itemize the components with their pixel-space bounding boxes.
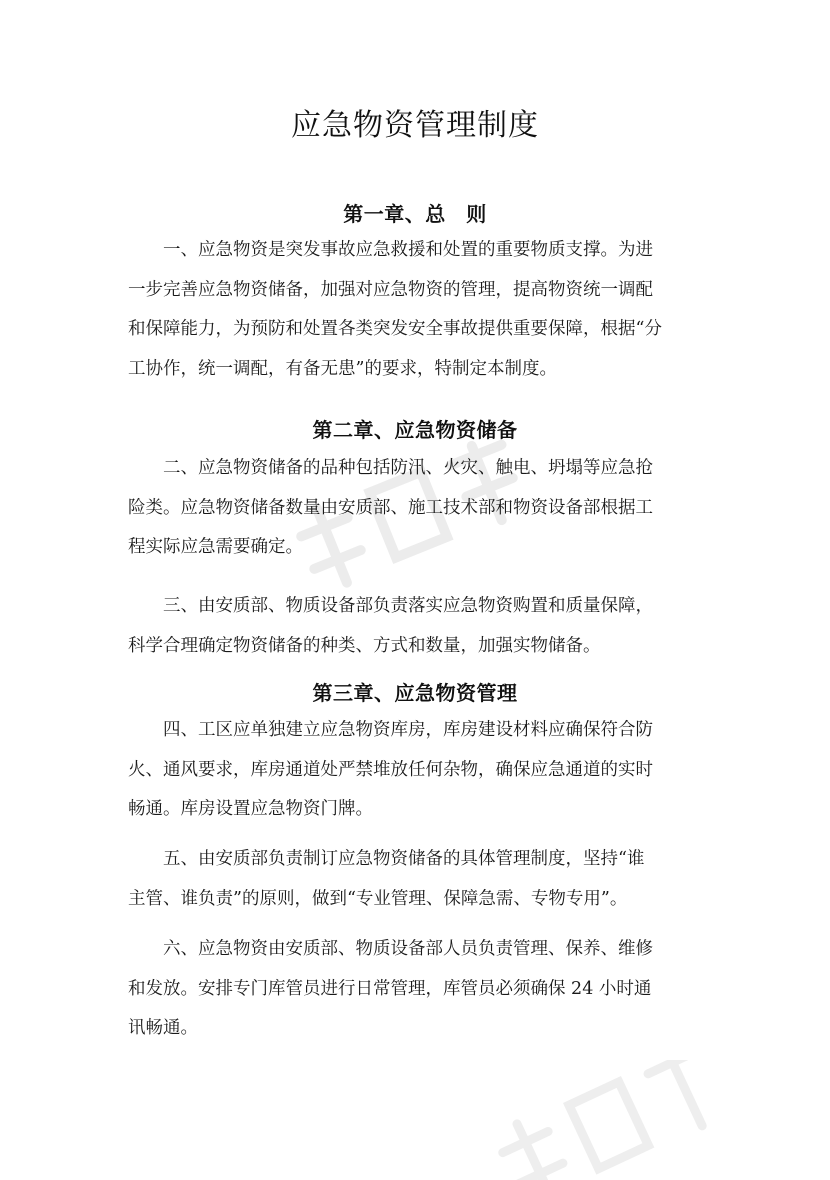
paragraph-6 xyxy=(128,930,718,1049)
paragraph-line: 程实际应急需要确定。 xyxy=(128,537,303,557)
paragraph-3 xyxy=(128,587,718,666)
document-title: 应急物资管理制度 xyxy=(291,108,539,143)
paragraph-line: 四、工区应单独建立应急物资库房，库房建设材料应确保符合防 xyxy=(163,720,653,740)
paragraph-line: 主管、谁负责”的原则，做到“专业管理、保障急需、专物专用”。 xyxy=(128,888,628,909)
paragraph-1 xyxy=(128,231,718,389)
paragraph-line: 科学合理确定物资储备的种类、方式和数量，加强实物储备。 xyxy=(128,635,601,656)
paragraph-line: 讯畅通。 xyxy=(128,1018,198,1038)
paragraph-line: 畅通。库房设置应急物资门牌。 xyxy=(128,799,373,819)
paragraph-4 xyxy=(128,711,718,830)
paragraph-line: 一、应急物资是突发事故应急救援和处置的重要物质支撑。为进 xyxy=(163,240,653,260)
paragraph-line: 六、应急物资由安质部、物质设备部人员负责管理、保养、维修 xyxy=(163,939,653,959)
paragraph-line: 三、由安质部、物质设备部负责落实应急物资购置和质量保障， xyxy=(163,596,653,616)
paragraph-line: 工协作，统一调配，有备无患”的要求，特制定本制度。 xyxy=(128,358,557,379)
paragraph-line: 一步完善应急物资储备，加强对应急物资的管理，提高物资统一调配 xyxy=(128,279,653,300)
paragraph-line: 火、通风要求，库房通道处严禁堆放任何杂物，确保应急通道的实时 xyxy=(128,759,653,780)
chapter-heading-3: 第三章、应急物资管理 xyxy=(312,681,518,705)
paragraph-line: 五、由安质部负责制订应急物资储备的具体管理制度，坚持“谁 xyxy=(163,849,645,869)
paragraph-2 xyxy=(128,449,718,568)
paragraph-line: 和保障能力，为预防和处置各类突发安全事故提供重要保障，根据“分 xyxy=(128,319,662,339)
paragraph-5 xyxy=(128,840,718,919)
watermark-graphic-bottom xyxy=(470,1060,770,1180)
paragraph-line: 险类。应急物资储备数量由安质部、施工技术部和物资设备部根据工 xyxy=(128,497,653,518)
paragraph-line: 和发放。安排专门库管员进行日常管理，库管员必须确保 24 小时通 xyxy=(128,978,652,999)
chapter-heading-1: 第一章、总 则 xyxy=(343,202,487,226)
paragraph-line: 二、应急物资储备的品种包括防汛、火灾、触电、坍塌等应急抢 xyxy=(163,458,653,478)
chapter-heading-2: 第二章、应急物资储备 xyxy=(312,418,518,442)
